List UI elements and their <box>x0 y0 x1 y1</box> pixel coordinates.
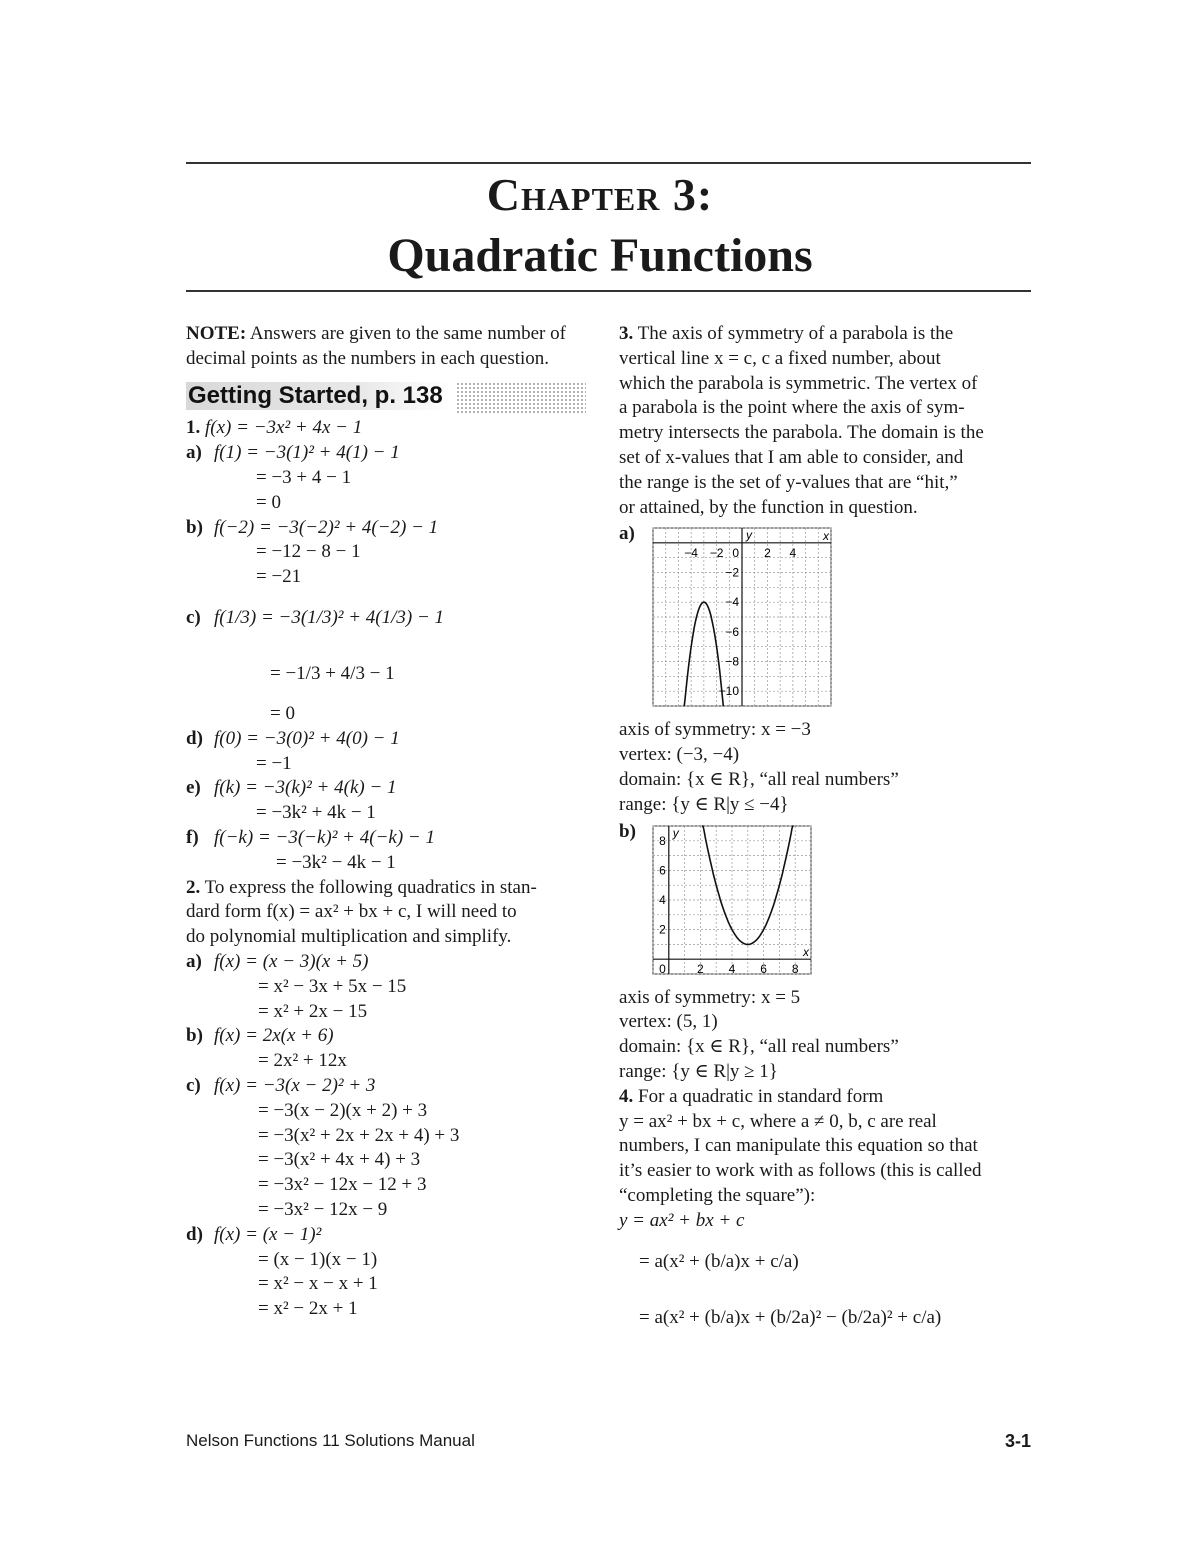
q2c-line-5: = −3x² − 12x − 12 + 3 <box>258 1174 427 1196</box>
graph-b-y-axis-label: y <box>672 825 679 840</box>
q2a-line-2: = x² − 3x + 5x − 15 <box>258 975 407 997</box>
q2d-line-1: d) f(x) = (x − 1)² <box>186 1223 322 1245</box>
note-line-2: decimal points as the numbers in each question. <box>186 347 550 369</box>
q4-eq-3: = a(x² + (b/a)x + (b/2a)² − (b/2a)² + c/a) <box>639 1306 942 1328</box>
graph-b-origin-label: 0 <box>659 961 666 976</box>
q1c-line-1: c) f(1/3) = −3(1/3)² + 4(1/3) − 1 <box>186 606 445 628</box>
q1c-line-3: = 0 <box>270 702 295 724</box>
q4-text-4: it’s easier to work with as follows (this is called <box>619 1160 982 1182</box>
q1b-line-2: = −12 − 8 − 1 <box>256 541 361 563</box>
left-column <box>186 322 601 1322</box>
graph-b-y-tick-label: 2 <box>659 922 666 937</box>
graph-a-origin-label: 0 <box>732 546 739 561</box>
graph-b-y-tick-label: 4 <box>659 892 666 907</box>
page-footer <box>186 1431 1031 1451</box>
q3b-result-3: domain: {x ∈ R}, “all real numbers” <box>619 1036 899 1058</box>
graph-a-y-axis-label: y <box>746 528 752 543</box>
q2b-line-2: = 2x² + 12x <box>258 1050 347 1072</box>
q3-text-6: set of x-values that I am able to consider, and <box>619 446 964 468</box>
q1f-line-1: f) f(−k) = −3(−k)² + 4(−k) − 1 <box>186 826 435 848</box>
graph-a-y-tick-label: −4 <box>725 595 739 610</box>
q4-text-2: y = ax² + bx + c, where a ≠ 0, b, c are real <box>619 1110 937 1132</box>
q2-intro-3: do polynomial multiplication and simplify. <box>186 926 512 948</box>
right-column <box>619 322 1034 1346</box>
q2-intro-2: dard form f(x) = ax² + bx + c, I will need to <box>186 901 517 923</box>
q1a-line-1: a) f(1) = −3(1)² + 4(1) − 1 <box>186 442 400 464</box>
q1d-line-1: d) f(0) = −3(0)² + 4(0) − 1 <box>186 727 400 749</box>
graph-b-x-tick-label: 6 <box>760 961 767 976</box>
q3-text-4: a parabola is the point where the axis of sym- <box>619 397 965 419</box>
footer-book-title: Nelson Functions 11 Solutions Manual <box>186 1431 475 1450</box>
q1e-line-2: = −3k² + 4k − 1 <box>256 802 376 824</box>
q3b-result-4: range: {y ∈ R|y ≥ 1} <box>619 1060 778 1082</box>
graph-a-x-tick-label: 4 <box>789 546 797 561</box>
graph-a-y-tick-label: −6 <box>725 625 739 640</box>
q1b-line-3: = −21 <box>256 566 302 588</box>
q2c-line-6: = −3x² − 12x − 9 <box>258 1198 388 1220</box>
graph-a-x-tick-label: 2 <box>764 546 771 561</box>
graph-a-y-tick-label: −8 <box>725 654 739 669</box>
q3-text-5: metry intersects the parabola. The domain is the <box>619 422 984 444</box>
q1c-line-2: = −1/3 + 4/3 − 1 <box>270 662 395 684</box>
q2c-line-4: = −3(x² + 4x + 4) + 3 <box>258 1149 421 1171</box>
q4-eq-2: = a(x² + (b/a)x + c/a) <box>639 1250 799 1272</box>
q4-eq-1: y = ax² + bx + c <box>619 1209 745 1231</box>
q2c-line-1: c) f(x) = −3(x − 2)² + 3 <box>186 1074 376 1096</box>
graph-a-x-tick-label: −2 <box>709 546 724 561</box>
note-line-1: NOTE: Answers are given to the same number of <box>186 323 566 344</box>
q1-statement: 1. f(x) = −3x² + 4x − 1 <box>186 417 363 439</box>
q1d-line-2: = −1 <box>256 752 292 774</box>
graph-a-container <box>619 522 1034 712</box>
graph-b-y-tick-label: 8 <box>659 833 666 848</box>
top-rule-1 <box>186 162 1031 164</box>
page-number: 3-1 <box>1004 1431 1031 1451</box>
q3-text-7: the range is the set of y-values that are “hit,” <box>619 471 958 493</box>
q3b-result-1: axis of symmetry: x = 5 <box>619 986 801 1008</box>
q4-text-5: “completing the square”): <box>619 1184 816 1206</box>
graph-b-container <box>619 820 1034 980</box>
q3-text-3: which the parabola is symmetric. The vertex of <box>619 372 978 394</box>
graph-a-y-tick-label: −10 <box>718 684 739 699</box>
q3-text-2: vertical line x = c, c a fixed number, about <box>619 347 941 369</box>
section-title: Getting Started, p. 138 <box>186 382 451 411</box>
graph-b <box>647 820 817 980</box>
q3b-label: b) <box>619 820 636 842</box>
q4-text-1: 4. For a quadratic in standard form <box>619 1085 884 1107</box>
q1b-line-1: b) f(−2) = −3(−2)² + 4(−2) − 1 <box>186 516 439 538</box>
section-header <box>186 372 601 417</box>
q2d-line-2: = (x − 1)(x − 1) <box>258 1248 378 1270</box>
graph-b-y-tick-label: 6 <box>659 862 666 877</box>
graph-a <box>647 522 837 712</box>
q3a-label: a) <box>619 523 635 545</box>
q3-text-1: 3. The axis of symmetry of a parabola is the <box>619 323 954 344</box>
graph-b-x-tick-label: 8 <box>791 961 799 976</box>
graph-b-x-tick-label: 2 <box>697 961 704 976</box>
q2c-line-3: = −3(x² + 2x + 2x + 4) + 3 <box>258 1124 460 1146</box>
q2b-line-1: b) f(x) = 2x(x + 6) <box>186 1025 334 1047</box>
q1a-line-3: = 0 <box>256 491 281 513</box>
q1a-line-2: = −3 + 4 − 1 <box>256 466 352 488</box>
q2d-line-4: = x² − 2x + 1 <box>258 1298 358 1320</box>
q2d-line-3: = x² − x − x + 1 <box>258 1273 378 1295</box>
q3a-result-2: vertex: (−3, −4) <box>619 744 740 766</box>
graph-b-x-tick-label: 4 <box>728 961 736 976</box>
chapter-label: Chapter 3: <box>486 169 714 220</box>
graph-a-x-tick-label: −4 <box>684 546 698 561</box>
q3b-result-2: vertex: (5, 1) <box>619 1011 718 1033</box>
top-rule-2 <box>186 290 1031 292</box>
q1e-line-1: e) f(k) = −3(k)² + 4(k) − 1 <box>186 777 397 799</box>
q4-text-3: numbers, I can manipulate this equation so that <box>619 1135 978 1157</box>
q3a-result-4: range: {y ∈ R|y ≤ −4} <box>619 793 789 815</box>
graph-a-x-axis-label: x <box>823 529 829 544</box>
q3a-result-3: domain: {x ∈ R}, “all real numbers” <box>619 768 899 790</box>
q3-text-8: or attained, by the function in question. <box>619 496 918 518</box>
graph-b-x-axis-label: x <box>803 944 809 959</box>
q2c-line-2: = −3(x − 2)(x + 2) + 3 <box>258 1099 428 1121</box>
chapter-title: Quadratic Functions <box>387 229 813 282</box>
q2-intro-1: 2. To express the following quadratics in stan- <box>186 876 537 898</box>
q3a-result-1: axis of symmetry: x = −3 <box>619 719 811 741</box>
graph-a-y-tick-label: −2 <box>725 565 739 580</box>
q2a-line-1: a) f(x) = (x − 3)(x + 5) <box>186 950 369 972</box>
q2a-line-3: = x² + 2x − 15 <box>258 1000 368 1022</box>
q1f-line-2: = −3k² − 4k − 1 <box>276 851 396 873</box>
